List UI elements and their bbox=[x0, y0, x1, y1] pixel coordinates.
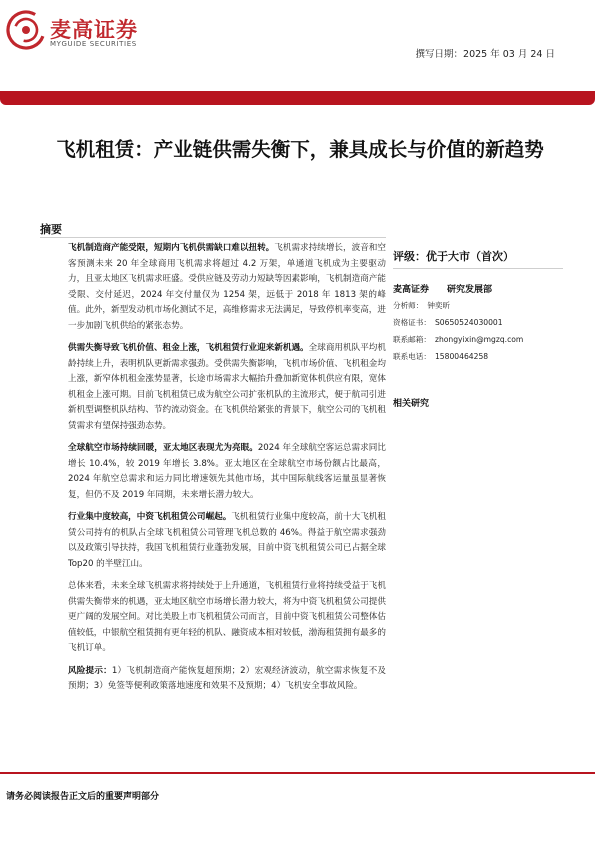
paragraph-lead: 飞机制造商产能受限，短期内飞机供需缺口难以扭转。 bbox=[68, 243, 275, 253]
abstract-body bbox=[68, 241, 386, 702]
myguide-logo-icon bbox=[6, 10, 46, 50]
field-label: 分析师： bbox=[393, 301, 424, 310]
field-value: S0650524030001 bbox=[434, 318, 503, 327]
abstract-divider bbox=[40, 237, 386, 238]
broker-name: 麦高证券 bbox=[393, 285, 430, 295]
disclaimer-note: 请务必阅读报告正文后的重要声明部分 bbox=[6, 792, 160, 802]
email-link[interactable]: zhongyixin@mgzq.com bbox=[434, 335, 524, 344]
brand-logo bbox=[6, 10, 166, 54]
abstract-heading: 摘要 bbox=[40, 223, 62, 236]
department-name: 研究发展部 bbox=[447, 285, 493, 295]
abstract-paragraph bbox=[68, 441, 386, 503]
paragraph-text: 全球商用机队平均机龄持续上升，表明机队更新需求强劲。受供需失衡影响，飞机市场价值、飞机租金均上涨，新窄体机租金涨势显著，长途市场需求大幅抬升叠加新宽体机供应有限，宽体机租金上涨可期。目前飞机租赁已成为航空公司扩张机队的主流形式，便于航司引进新机型调整机队结构、节约流动资金。在飞机供给紧张的背景下，航空公司的飞机租赁需求有望保持强劲态势。 bbox=[68, 343, 386, 431]
brand-name-en: MYGUIDE SECURITIES bbox=[50, 40, 137, 48]
paragraph-text: 1）飞机制造商产能恢复超预期；2）宏观经济波动，航空需求恢复不及预期；3）免签等便利政策落地速度和效果不及预期；4）飞机安全事故风险。 bbox=[68, 665, 386, 691]
broker-line bbox=[393, 282, 563, 295]
footer-divider bbox=[0, 772, 595, 774]
rating-label: 评级：优于大市（首次） bbox=[393, 248, 563, 269]
abstract-paragraph bbox=[68, 241, 386, 334]
field-label: 资格证书： bbox=[393, 318, 431, 327]
analyst-field bbox=[393, 300, 563, 312]
paragraph-text: 总体来看，未来全球飞机需求将持续处于上升通道，飞机租赁行业将持续受益于飞机供需失衡带来的机遇，亚太地区航空市场增长潜力较大，将为中资飞机租赁公司提供更广阔的发展空间。对比美股上市飞机租赁公司而言，目前中资飞机租赁公司整体估值较低，中银航空租赁拥有更年轻的机队、融资成本相对较低，渤海租赁拥有最多的飞机订单。 bbox=[68, 581, 386, 653]
paragraph-lead: 全球航空市场持续回暖，亚太地区表现尤为亮眼。 bbox=[68, 443, 258, 453]
field-label: 联系电话： bbox=[393, 352, 431, 361]
phone-field bbox=[393, 351, 563, 363]
report-title: 飞机租赁：产业链供需失衡下，兼具成长与价值的新趋势 bbox=[56, 138, 544, 161]
field-value: 钟奕昕 bbox=[427, 301, 451, 310]
related-research-heading: 相关研究 bbox=[393, 399, 430, 409]
field-value: 15800464258 bbox=[434, 352, 489, 361]
header-band bbox=[0, 91, 595, 105]
paragraph-text: 2024 年全球航空客运总需求同比增长 10.4%，较 2019 年增长 3.8%。亚太地区在全球航空市场份额占比最高，2024 年航空总需求和运力同比增速领先其他市场，其中国际航线客运量虽显著恢复，但仍不及 2019 年同期，未来增长潜力较大。 bbox=[68, 443, 386, 500]
field-label: 联系邮箱： bbox=[393, 335, 431, 344]
certificate-field bbox=[393, 317, 563, 329]
abstract-paragraph bbox=[68, 341, 386, 434]
report-date: 撰写日期：2025 年 03 月 24 日 bbox=[415, 49, 555, 60]
brand-name-cn: 麦高证券 bbox=[50, 18, 138, 42]
risk-paragraph bbox=[68, 664, 386, 695]
email-field bbox=[393, 334, 563, 346]
paragraph-text: 飞机租赁行业集中度较高，前十大飞机租赁公司持有的机队占全球飞机租赁公司管理飞机总数的 46%。得益于航空需求强劲以及政策引导扶持，我国飞机租赁行业蓬勃发展，目前中资飞机租赁公司已占据全球 Top20 的半壁江山。 bbox=[68, 512, 386, 569]
paragraph-lead: 风险提示： bbox=[68, 665, 112, 676]
report-sidebar bbox=[393, 248, 563, 363]
paragraph-text: 飞机需求持续增长，波音和空客预测未来 20 年全球商用飞机需求将超过 4.2 万架，单通道飞机成为主要驱动力，且亚太地区飞机需求旺盛。受供应链及劳动力短缺等因素影响，飞机制造商产能受限、交付延迟，2024 年交付量仅为 1254 架，远低于 2018 年 1813 架的峰值。此外，新型发动机市场化测试不足，高维修需求无法满足，导致停机率变高，进一步加剧飞机供给的紧张态势。 bbox=[68, 243, 386, 331]
paragraph-lead: 供需失衡导致飞机价值、租金上涨，飞机租赁行业迎来新机遇。 bbox=[68, 343, 309, 353]
abstract-paragraph bbox=[68, 579, 386, 657]
abstract-paragraph bbox=[68, 510, 386, 572]
paragraph-lead: 行业集中度较高，中资飞机租赁公司崛起。 bbox=[68, 512, 232, 522]
